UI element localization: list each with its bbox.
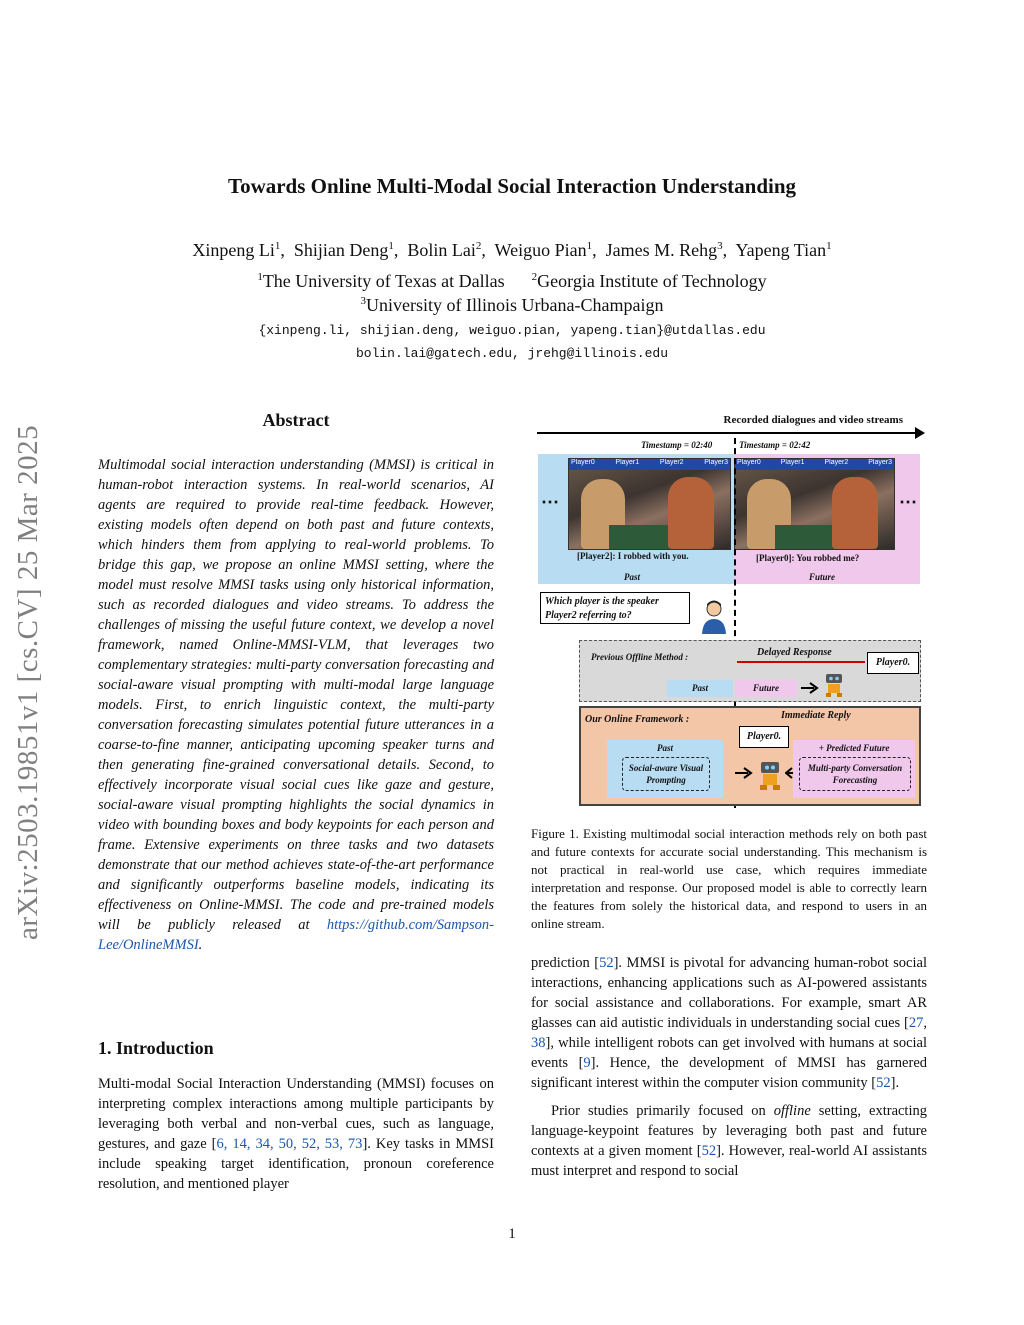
- timestamp-right: Timestamp = 02:42: [739, 440, 811, 450]
- delayed-answer-box: Player0.: [867, 652, 919, 674]
- predicted-future-label: + Predicted Future: [818, 743, 890, 753]
- utterance-future: [Player0]: You robbed me?: [756, 553, 860, 563]
- future-label: Future: [809, 572, 836, 582]
- page-number: 1: [508, 1226, 516, 1242]
- timeline-arrow: [537, 432, 917, 434]
- visual-prompting-box: Social-aware Visual Prompting: [622, 757, 710, 791]
- author: Weiguo Pian$^1$: [494, 240, 593, 260]
- affiliation-1: The University of Texas at Dallas: [262, 271, 505, 291]
- citation[interactable]: 52: [876, 1075, 891, 1091]
- figure-caption: Figure 1. Existing multimodal social interaction methods rely on both past and future contexts for accurate social understanding. This mechanism is not practical in real-world use case, which requires immediate interpretation and response. Our proposed model is able to correctly learn the features from solely the historical data, and respond to users in an online stream.: [531, 826, 927, 931]
- email-line2: bolin.lai@gatech.edu, jrehg@illinois.edu: [355, 346, 669, 361]
- citation[interactable]: 38: [531, 1035, 546, 1051]
- player-tags: Player0 Player1 Player2 Player3: [569, 459, 730, 470]
- immediate-reply-label: Immediate Reply: [781, 710, 851, 721]
- paper-title: Towards Online Multi-Modal Social Interaction Understanding: [227, 174, 797, 198]
- code-link[interactable]: https://github.com/Sampson-Lee/OnlineMMSI: [98, 917, 494, 953]
- arrow-right-icon: [735, 767, 755, 779]
- timeline-arrowhead: [915, 427, 925, 439]
- author: Bolin Lai$^2$: [407, 240, 482, 260]
- user-icon: [701, 600, 727, 634]
- author-list: Xinpeng Li$^1$, Shijian Deng$^1$, Bolin Lai$^2$, Weiguo Pian$^1$, James M. Rehg$^3$, Yapeng Tian$^1$: [192, 240, 832, 260]
- intro-paragraph: Multi-modal Social Interaction Understanding (MMSI) focuses on interpreting complex interactions among multiple participants by leveraging both verbal and non-verbal cues, such as language, gestures, and gaze [6, 14, 34, 50, 52, 53, 73]. Key tasks in MMSI include speaking target identification, pronoun coreference resolution, and mentioned player: [98, 1076, 494, 1192]
- paragraph: Prior studies primarily focused on offline setting, extracting language-keypoint features by leveraging both past and future contexts at a given moment [52]. However, real-world AI assistants must interpret and respond to social: [531, 1103, 927, 1179]
- intro-heading: 1. Introduction: [98, 1038, 214, 1058]
- video-frame-past: [568, 458, 731, 550]
- immediate-answer-box: Player0.: [739, 726, 789, 748]
- author: Xinpeng Li$^1$: [192, 240, 281, 260]
- online-past-label: Past: [656, 743, 673, 753]
- citation[interactable]: 27: [908, 1015, 924, 1031]
- affiliation-3: University of Illinois Urbana-Champaign: [366, 295, 664, 315]
- affiliation-2: Georgia Institute of Technology: [537, 271, 767, 291]
- conversation-forecasting-box: Multi-party Conversation Forecasting: [799, 757, 911, 791]
- citation[interactable]: 52: [701, 1143, 717, 1159]
- figure-top-label: Recorded dialogues and video streams: [723, 414, 903, 426]
- abstract-heading: Abstract: [262, 410, 330, 430]
- delayed-arrow: [737, 661, 865, 663]
- arxiv-stamp: arXiv:2503.19851v1 [cs.CV] 25 Mar 2025: [12, 424, 44, 940]
- player-tags: Player0 Player1 Player2 Player3: [735, 459, 894, 470]
- past-label: Past: [624, 572, 641, 582]
- timestamp-left: Timestamp = 02:40: [641, 440, 713, 450]
- offline-method-label: Previous Offline Method :: [591, 652, 689, 662]
- robot-icon: [823, 672, 845, 698]
- online-framework-label: Our Online Framework :: [585, 714, 690, 725]
- author: James M. Rehg$^3$: [605, 240, 723, 260]
- affiliations-line1: $^1$The University of Texas at Dallas $^2$Georgia Institute of Technology: [257, 271, 767, 291]
- offline-past-chip: Past: [667, 680, 733, 697]
- figure-1: [535, 410, 927, 810]
- right-column-text: [531, 953, 927, 1181]
- abstract-body: Multimodal social interaction understanding (MMSI) is critical in human-robot interaction systems. In real-world scenarios, AI agents are required to provide real-time feedback. However, existing models often depend on both past and future contexts, which hinders them from applying to real-world problems. To bridge this gap, we propose an online MMSI setting, where the model must resolve MMSI tasks using only historical information, such as recorded dialogues and video streams. To address the challenges of missing the useful future context, we develop a novel framework, named Online-MMSI-VLM, that leverages two complementary strategies: multi-party conversation forecasting and social-aware visual prompting with multi-modal large language models. First, to enrich linguistic context, the multi-party conversation forecasting simulates potential future utterances in a coarse-to-fine manner, anticipating upcoming speaker turns and then generating fine-grained conversational details. Second, to effectively incorporate visual social cues like gaze and gesture, social-aware visual prompting highlights the social dynamics in video with bounding boxes and body keypoints for each person and frame. Extensive experiments on three tasks and two datasets demonstrate that our method achieves state-of-the-art performance and significantly outperforms baseline models, indicating its effectiveness on Online-MMSI. The code and pre-trained models will be publicly released at https://github.com/Sampson-Lee/OnlineMMSI.: [98, 457, 494, 953]
- citation-list[interactable]: 6, 14, 34, 50, 52, 53, 73: [216, 1136, 363, 1152]
- paragraph: prediction [52]. MMSI is pivotal for advancing human-robot social interactions, enhancing applications such as AI-powered assistants for social assistance and collaborations. For example, smart AR glasses can aid autistic individuals in understanding social cues [27, 38], while intelligent robots can get involved with humans at social events [9]. Hence, the development of MMSI has garnered significant interest within the computer vision community [52].: [531, 955, 928, 1091]
- question-box: Which player is the speaker Player2 referring to?: [540, 592, 690, 624]
- robot-icon: [757, 760, 783, 792]
- ellipsis-left: ⋯: [541, 492, 559, 512]
- author: Yapeng Tian$^1$: [735, 240, 832, 260]
- citation[interactable]: 9: [583, 1055, 591, 1071]
- citation[interactable]: 52: [599, 955, 614, 971]
- utterance-past: [Player2]: I robbed with you.: [577, 551, 689, 561]
- video-frame-future: [734, 458, 895, 550]
- email-line1: {xinpeng.li, shijian.deng, weiguo.pian, yapeng.tian}@utdallas.edu: [258, 323, 766, 338]
- ellipsis-right: ⋯: [899, 492, 917, 512]
- affiliations-line2: $^3$University of Illinois Urbana-Champaign: [360, 295, 664, 315]
- author: Shijian Deng$^1$: [293, 240, 394, 260]
- arrow-right-icon: [801, 682, 821, 694]
- offline-future-chip: Future: [735, 680, 797, 697]
- delayed-response-label: Delayed Response: [757, 647, 832, 658]
